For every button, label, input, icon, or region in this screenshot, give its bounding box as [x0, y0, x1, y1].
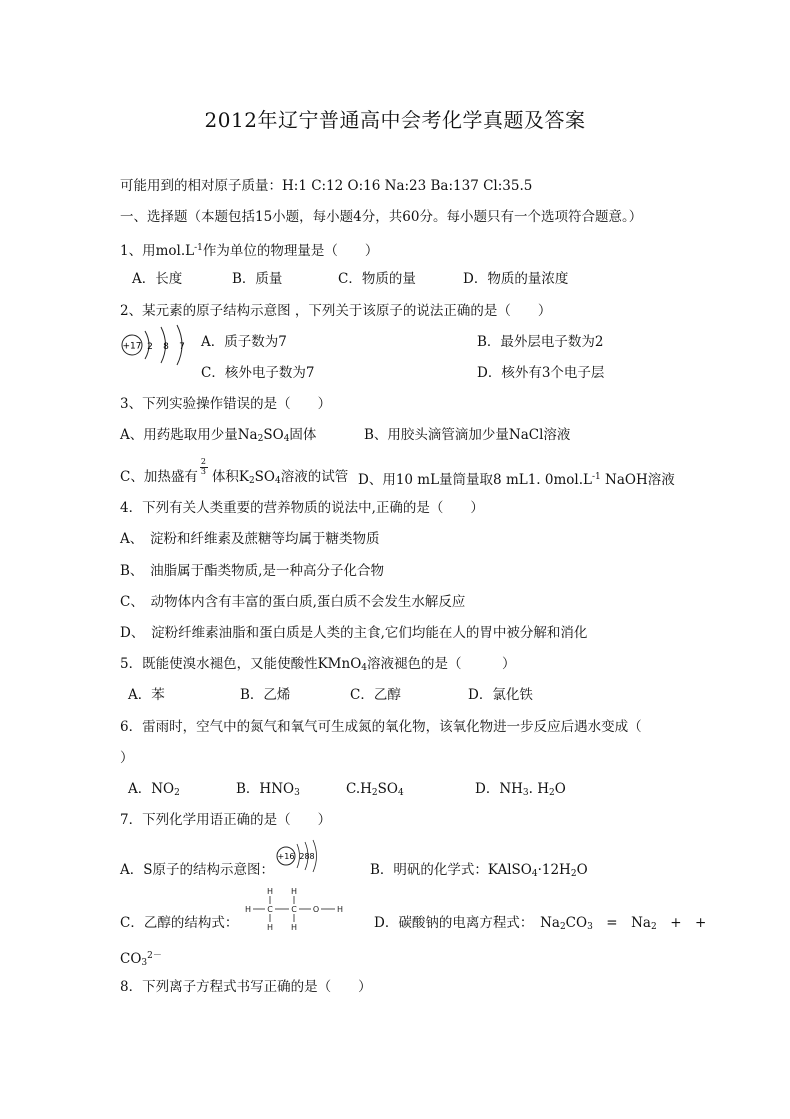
sulfur-atom-structure-diagram	[272, 838, 324, 874]
question-6-stem: 6．雷雨时，空气中的氮气和氧气可生成氮的氧化物，该氧化物进一步反应后遇水变成（	[120, 719, 642, 735]
question-3-option-b: B、用胶头滴管滴加少量NaCl溶液	[364, 427, 571, 443]
question-7-option-a: A．S原子的结构示意图：	[120, 862, 274, 878]
question-6-option-c: $C.H_2SO_4$	[346, 781, 404, 798]
question-2-option-d: D．核外有3个电子层	[477, 365, 605, 381]
svg-text:H: H	[266, 923, 274, 932]
question-5-option-c: C．乙醇	[350, 687, 401, 703]
question-3-option-a: A、用药匙取用少量$Na_2SO_4$固体	[120, 427, 317, 444]
question-2-option-b: B．最外层电子数为2	[477, 334, 604, 350]
shell-1-label: 2	[147, 342, 153, 352]
question-6-option-d: D．$NH_3$. $H_2O$	[475, 781, 566, 798]
question-5-option-a: A．苯	[128, 687, 165, 703]
question-1-option-d: D．物质的量浓度	[463, 271, 569, 287]
question-7-option-c: C．乙醇的结构式：	[120, 915, 239, 931]
question-1-stem: 1、用$mol.L^{-1}$作为单位的物理量是（ ）	[120, 243, 379, 259]
question-6-stem-continued: ）	[120, 750, 134, 766]
question-4-stem: 4．下列有关人类重要的营养物质的说法中,正确的是（ ）	[120, 500, 484, 516]
svg-text:H: H	[266, 887, 274, 896]
question-3-option-c: C、加热盛有 $\frac{2}{3}$ 体积$K_2SO_4$溶液的试管	[120, 457, 349, 486]
shell-2-label: 8	[163, 342, 169, 352]
svg-text:H: H	[244, 905, 252, 914]
question-1-option-a: A．长度	[132, 271, 183, 287]
question-4-option-c: C、 动物体内含有丰富的蛋白质,蛋白质不会发生水解反应	[120, 594, 466, 610]
ethanol-structural-formula	[244, 886, 348, 932]
shell-electrons-label: 288	[299, 852, 315, 861]
svg-text:C: C	[267, 905, 273, 914]
question-1-option-c: C．物质的量	[338, 271, 416, 287]
two-thirds-fraction: $\frac{2}{3}$	[200, 457, 206, 476]
nucleus-label: +16	[277, 852, 295, 861]
atomic-masses-line: 可能用到的相对原子质量：H:1 C:12 O:16 Na:23 Ba:137 Cl:35.5	[120, 178, 533, 194]
question-3-stem: 3、下列实验操作错误的是（ ）	[120, 396, 332, 412]
question-2-option-a: A．质子数为7	[201, 334, 287, 350]
section-heading: 一、选择题（本题包括15小题，每小题4分，共60分。每小题只有一个选项符合题意。）	[120, 209, 643, 225]
chlorine-atom-structure-diagram	[118, 323, 194, 367]
question-6-option-a: A．$NO_2$	[128, 781, 180, 798]
question-5-option-b: B．乙烯	[240, 687, 291, 703]
question-7-option-d: D．碳酸钠的电离方程式： $Na_2CO_3$ = $Na_2$ + +	[374, 915, 707, 932]
question-4-option-a: A、 淀粉和纤维素及蔗糖等均属于糖类物质	[120, 531, 380, 547]
question-7-option-b: B．明矾的化学式：$KAlSO_4\cdot 12H_2O$	[370, 862, 588, 879]
question-2-stem: 2、某元素的原子结构示意图 ，下列关于该原子的说法正确的是（ ）	[120, 303, 552, 319]
question-4-option-d: D、 淀粉纤维素油脂和蛋白质是人类的主食,它们均能在人的胃中被分解和消化	[120, 625, 588, 641]
shell-3-label: 7	[179, 342, 185, 352]
question-5-stem: 5．既能使溴水褪色，又能使酸性KMnO$_4$溶液褪色的是（ ）	[120, 656, 516, 673]
question-3-option-d: D、用10 mL量筒量取8 mL1. $0mol.L^{-1}$ NaOH溶液	[358, 472, 675, 488]
question-5-option-d: D．氯化铁	[468, 687, 533, 703]
svg-text:H: H	[290, 887, 298, 896]
question-4-option-b: B、 油脂属于酯类物质,是一种高分子化合物	[120, 563, 384, 579]
question-6-option-b: B．$HNO_3$	[236, 781, 300, 798]
question-8-stem: 8．下列离子方程式书写正确的是（ ）	[120, 979, 372, 995]
svg-text:H: H	[336, 905, 344, 914]
svg-text:C: C	[291, 905, 297, 914]
question-2-option-c: C．核外电子数为7	[201, 365, 315, 381]
nucleus-label: +17	[122, 341, 142, 352]
question-7-stem: 7．下列化学用语正确的是（ ）	[120, 812, 332, 828]
svg-text:H: H	[290, 923, 298, 932]
question-7-option-d-continued: $CO_3^{2-}$	[120, 951, 162, 968]
page-title: 2012年辽宁普通高中会考化学真题及答案	[204, 108, 586, 132]
question-1-option-b: B．质量	[232, 271, 283, 287]
svg-text:O: O	[312, 905, 320, 914]
